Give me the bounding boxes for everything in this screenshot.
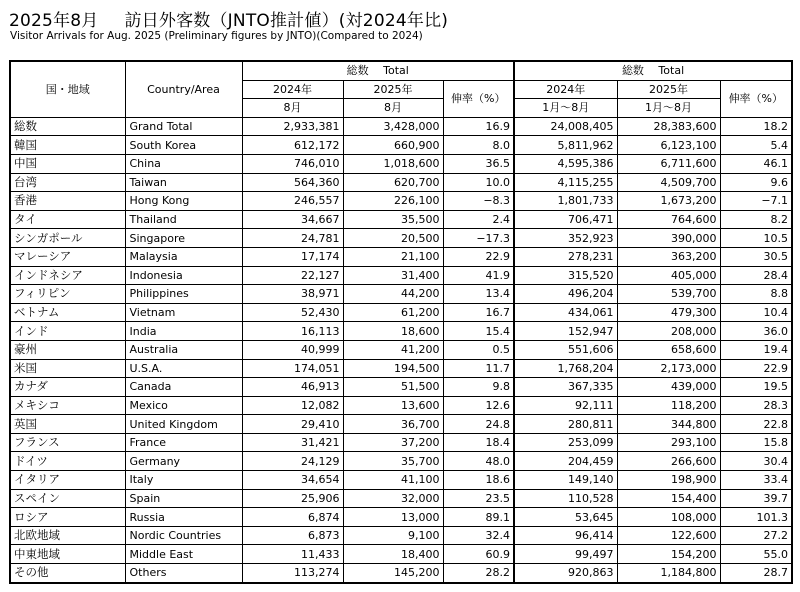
table-row xyxy=(10,396,792,415)
region-en-cell: Taiwan xyxy=(125,173,242,192)
cum-growth-cell: 30.5 xyxy=(720,247,792,266)
table-row xyxy=(10,173,792,192)
cum-2024-cell: 706,471 xyxy=(514,210,617,229)
cum-2025-cell: 479,300 xyxy=(617,303,720,322)
cum-2024-cell: 110,528 xyxy=(514,489,617,508)
cum-growth-cell: 15.8 xyxy=(720,433,792,452)
region-jp-cell: ベトナム xyxy=(10,303,125,322)
region-en-cell: United Kingdom xyxy=(125,415,242,434)
aug-2025-cell: 13,600 xyxy=(343,396,443,415)
table-row xyxy=(10,378,792,397)
aug-2024-cell: 174,051 xyxy=(242,359,343,378)
aug-growth-cell: 11.7 xyxy=(443,359,514,378)
cum-2024-cell: 496,204 xyxy=(514,285,617,304)
aug-2025-cell: 226,100 xyxy=(343,192,443,211)
table-row xyxy=(10,154,792,173)
cum-2024-cell: 24,008,405 xyxy=(514,117,617,136)
region-jp-cell: 豪州 xyxy=(10,340,125,359)
aug-2024-cell: 52,430 xyxy=(242,303,343,322)
title-description: 訪日外客数（JNTO推計値）(対2024年比) xyxy=(124,11,449,31)
aug-growth-cell: 0.5 xyxy=(443,340,514,359)
cum-growth-cell: 36.0 xyxy=(720,322,792,341)
aug-2024-cell: 746,010 xyxy=(242,154,343,173)
title-month: 2025年8月 xyxy=(9,11,99,31)
table-row xyxy=(10,526,792,545)
region-en-cell: France xyxy=(125,433,242,452)
aug-growth-cell: 48.0 xyxy=(443,452,514,471)
aug-2025-cell: 1,018,600 xyxy=(343,154,443,173)
aug-2025-cell: 41,100 xyxy=(343,471,443,490)
cum-2024-cell: 920,863 xyxy=(514,564,617,583)
cum-2024-cell: 278,231 xyxy=(514,247,617,266)
region-en-cell: Philippines xyxy=(125,285,242,304)
region-jp-cell: ロシア xyxy=(10,508,125,527)
aug-2024-cell: 46,913 xyxy=(242,378,343,397)
cum-2025-cell: 208,000 xyxy=(617,322,720,341)
region-jp-cell: フランス xyxy=(10,433,125,452)
aug-2025-cell: 20,500 xyxy=(343,229,443,248)
region-en-cell: Spain xyxy=(125,489,242,508)
region-jp-cell: 香港 xyxy=(10,192,125,211)
cum-2024-cell: 204,459 xyxy=(514,452,617,471)
table-row xyxy=(10,340,792,359)
cum-growth-cell: 19.5 xyxy=(720,378,792,397)
cum-2025-cell: 539,700 xyxy=(617,285,720,304)
cum-2025-cell: 363,200 xyxy=(617,247,720,266)
aug-growth-cell: 60.9 xyxy=(443,545,514,564)
aug-2025-cell: 61,200 xyxy=(343,303,443,322)
aug-growth-cell: 9.8 xyxy=(443,378,514,397)
aug-growth-cell: 22.9 xyxy=(443,247,514,266)
cum-2024-cell: 280,811 xyxy=(514,415,617,434)
cum-2025-cell: 344,800 xyxy=(617,415,720,434)
aug-2024-cell: 38,971 xyxy=(242,285,343,304)
cum-growth-cell: 28.3 xyxy=(720,396,792,415)
region-jp-cell: ドイツ xyxy=(10,452,125,471)
table-row xyxy=(10,303,792,322)
cum-growth-cell: 33.4 xyxy=(720,471,792,490)
region-en-cell: Italy xyxy=(125,471,242,490)
region-jp-cell: インド xyxy=(10,322,125,341)
region-en-cell: Middle East xyxy=(125,545,242,564)
cum-2024-cell: 551,606 xyxy=(514,340,617,359)
cum-2024-cell: 253,099 xyxy=(514,433,617,452)
region-en-cell: Thailand xyxy=(125,210,242,229)
cum-2025-cell: 198,900 xyxy=(617,471,720,490)
cum-growth-cell: −7.1 xyxy=(720,192,792,211)
cum-2024-cell: 352,923 xyxy=(514,229,617,248)
region-jp-cell: スペイン xyxy=(10,489,125,508)
aug-growth-cell: 36.5 xyxy=(443,154,514,173)
region-jp-cell: フィリピン xyxy=(10,285,125,304)
region-en-cell: Mexico xyxy=(125,396,242,415)
region-jp-cell: イタリア xyxy=(10,471,125,490)
region-jp-cell: マレーシア xyxy=(10,247,125,266)
header-2024-month-period: 8月 xyxy=(242,99,343,118)
aug-2025-cell: 13,000 xyxy=(343,508,443,527)
cum-2025-cell: 266,600 xyxy=(617,452,720,471)
region-jp-cell: 台湾 xyxy=(10,173,125,192)
aug-2024-cell: 22,127 xyxy=(242,266,343,285)
cum-growth-cell: 5.4 xyxy=(720,136,792,155)
table-row xyxy=(10,247,792,266)
aug-2024-cell: 113,274 xyxy=(242,564,343,583)
region-jp-cell: その他 xyxy=(10,564,125,583)
header-2025-cum-period: 1月～8月 xyxy=(617,99,720,118)
aug-2024-cell: 246,557 xyxy=(242,192,343,211)
cum-growth-cell: 22.8 xyxy=(720,415,792,434)
header-growth-cumulative: 伸率（%） xyxy=(720,80,792,117)
cum-growth-cell: 39.7 xyxy=(720,489,792,508)
cum-growth-cell: 28.4 xyxy=(720,266,792,285)
table-row xyxy=(10,415,792,434)
cum-growth-cell: 8.8 xyxy=(720,285,792,304)
table-row xyxy=(10,192,792,211)
cum-2025-cell: 154,400 xyxy=(617,489,720,508)
region-en-cell: Indonesia xyxy=(125,266,242,285)
region-jp-cell: 中東地域 xyxy=(10,545,125,564)
cum-2025-cell: 1,184,800 xyxy=(617,564,720,583)
cum-2025-cell: 764,600 xyxy=(617,210,720,229)
header-region-en: Country/Area xyxy=(125,61,242,117)
region-en-cell: Malaysia xyxy=(125,247,242,266)
aug-growth-cell: 16.7 xyxy=(443,303,514,322)
aug-2024-cell: 16,113 xyxy=(242,322,343,341)
cum-2024-cell: 99,497 xyxy=(514,545,617,564)
header-growth-month: 伸率（%） xyxy=(443,80,514,117)
table-row xyxy=(10,564,792,583)
cum-2024-cell: 4,595,386 xyxy=(514,154,617,173)
aug-growth-cell: 24.8 xyxy=(443,415,514,434)
aug-2025-cell: 37,200 xyxy=(343,433,443,452)
table-row xyxy=(10,229,792,248)
region-jp-cell: 英国 xyxy=(10,415,125,434)
aug-growth-cell: 12.6 xyxy=(443,396,514,415)
aug-2024-cell: 40,999 xyxy=(242,340,343,359)
aug-growth-cell: 2.4 xyxy=(443,210,514,229)
cum-2024-cell: 5,811,962 xyxy=(514,136,617,155)
aug-2024-cell: 12,082 xyxy=(242,396,343,415)
aug-2025-cell: 18,400 xyxy=(343,545,443,564)
header-total-month: 総数 Total xyxy=(242,61,514,80)
cum-2025-cell: 4,509,700 xyxy=(617,173,720,192)
aug-growth-cell: 32.4 xyxy=(443,526,514,545)
cum-2025-cell: 405,000 xyxy=(617,266,720,285)
region-en-cell: Australia xyxy=(125,340,242,359)
table-row xyxy=(10,117,792,136)
aug-growth-cell: 10.0 xyxy=(443,173,514,192)
cum-growth-cell: 46.1 xyxy=(720,154,792,173)
aug-2025-cell: 18,600 xyxy=(343,322,443,341)
region-en-cell: Singapore xyxy=(125,229,242,248)
header-2024-month-year: 2024年 xyxy=(242,80,343,99)
cum-growth-cell: 22.9 xyxy=(720,359,792,378)
aug-2025-cell: 660,900 xyxy=(343,136,443,155)
aug-2024-cell: 24,781 xyxy=(242,229,343,248)
aug-2024-cell: 17,174 xyxy=(242,247,343,266)
aug-growth-cell: 23.5 xyxy=(443,489,514,508)
aug-2024-cell: 6,873 xyxy=(242,526,343,545)
aug-2025-cell: 21,100 xyxy=(343,247,443,266)
header-2025-month-period: 8月 xyxy=(343,99,443,118)
region-jp-cell: メキシコ xyxy=(10,396,125,415)
table-row xyxy=(10,285,792,304)
aug-growth-cell: 15.4 xyxy=(443,322,514,341)
region-jp-cell: カナダ xyxy=(10,378,125,397)
cum-growth-cell: 8.2 xyxy=(720,210,792,229)
table-row xyxy=(10,136,792,155)
aug-2025-cell: 194,500 xyxy=(343,359,443,378)
aug-growth-cell: 18.6 xyxy=(443,471,514,490)
cum-2024-cell: 1,768,204 xyxy=(514,359,617,378)
aug-2024-cell: 2,933,381 xyxy=(242,117,343,136)
aug-2024-cell: 34,654 xyxy=(242,471,343,490)
aug-2024-cell: 11,433 xyxy=(242,545,343,564)
cum-2025-cell: 658,600 xyxy=(617,340,720,359)
cum-2024-cell: 315,520 xyxy=(514,266,617,285)
header-2025-month-year: 2025年 xyxy=(343,80,443,99)
cum-2024-cell: 92,111 xyxy=(514,396,617,415)
cum-growth-cell: 101.3 xyxy=(720,508,792,527)
visitor-arrivals-table xyxy=(9,60,793,584)
region-en-cell: U.S.A. xyxy=(125,359,242,378)
region-en-cell: South Korea xyxy=(125,136,242,155)
aug-2025-cell: 32,000 xyxy=(343,489,443,508)
table-row xyxy=(10,489,792,508)
table-row xyxy=(10,266,792,285)
cum-2025-cell: 2,173,000 xyxy=(617,359,720,378)
cum-2025-cell: 6,711,600 xyxy=(617,154,720,173)
page-title xyxy=(9,6,448,31)
cum-2025-cell: 122,600 xyxy=(617,526,720,545)
region-en-cell: Russia xyxy=(125,508,242,527)
cum-growth-cell: 18.2 xyxy=(720,117,792,136)
cum-2025-cell: 154,200 xyxy=(617,545,720,564)
region-jp-cell: 総数 xyxy=(10,117,125,136)
cum-2025-cell: 1,673,200 xyxy=(617,192,720,211)
header-2025-cum-year: 2025年 xyxy=(617,80,720,99)
header-2024-cum-period: 1月～8月 xyxy=(514,99,617,118)
table-row xyxy=(10,545,792,564)
cum-2024-cell: 149,140 xyxy=(514,471,617,490)
aug-growth-cell: −8.3 xyxy=(443,192,514,211)
page-subtitle: Visitor Arrivals for Aug. 2025 (Preliminary figures by JNTO)(Compared to 2024) xyxy=(10,30,423,42)
aug-2024-cell: 29,410 xyxy=(242,415,343,434)
region-jp-cell: 北欧地域 xyxy=(10,526,125,545)
table-row xyxy=(10,433,792,452)
region-en-cell: Nordic Countries xyxy=(125,526,242,545)
aug-2024-cell: 31,421 xyxy=(242,433,343,452)
aug-growth-cell: 8.0 xyxy=(443,136,514,155)
header-2024-cum-year: 2024年 xyxy=(514,80,617,99)
table-row xyxy=(10,359,792,378)
aug-2024-cell: 24,129 xyxy=(242,452,343,471)
aug-2024-cell: 34,667 xyxy=(242,210,343,229)
header-region-jp: 国・地域 xyxy=(10,61,125,117)
cum-2024-cell: 4,115,255 xyxy=(514,173,617,192)
table-row xyxy=(10,471,792,490)
aug-2025-cell: 3,428,000 xyxy=(343,117,443,136)
region-jp-cell: 中国 xyxy=(10,154,125,173)
region-en-cell: China xyxy=(125,154,242,173)
aug-growth-cell: 28.2 xyxy=(443,564,514,583)
aug-2025-cell: 9,100 xyxy=(343,526,443,545)
aug-growth-cell: 13.4 xyxy=(443,285,514,304)
table-row xyxy=(10,508,792,527)
aug-2025-cell: 145,200 xyxy=(343,564,443,583)
aug-2025-cell: 620,700 xyxy=(343,173,443,192)
cum-growth-cell: 19.4 xyxy=(720,340,792,359)
aug-growth-cell: 18.4 xyxy=(443,433,514,452)
aug-growth-cell: 16.9 xyxy=(443,117,514,136)
aug-2024-cell: 6,874 xyxy=(242,508,343,527)
region-jp-cell: インドネシア xyxy=(10,266,125,285)
cum-2025-cell: 108,000 xyxy=(617,508,720,527)
cum-2025-cell: 28,383,600 xyxy=(617,117,720,136)
region-en-cell: Grand Total xyxy=(125,117,242,136)
region-jp-cell: 韓国 xyxy=(10,136,125,155)
cum-2025-cell: 390,000 xyxy=(617,229,720,248)
aug-2025-cell: 35,500 xyxy=(343,210,443,229)
table-row xyxy=(10,322,792,341)
cum-growth-cell: 55.0 xyxy=(720,545,792,564)
cum-2025-cell: 439,000 xyxy=(617,378,720,397)
region-en-cell: Germany xyxy=(125,452,242,471)
aug-2025-cell: 41,200 xyxy=(343,340,443,359)
aug-2025-cell: 51,500 xyxy=(343,378,443,397)
aug-2025-cell: 36,700 xyxy=(343,415,443,434)
cum-2024-cell: 367,335 xyxy=(514,378,617,397)
region-en-cell: Others xyxy=(125,564,242,583)
aug-2025-cell: 31,400 xyxy=(343,266,443,285)
region-jp-cell: タイ xyxy=(10,210,125,229)
region-en-cell: India xyxy=(125,322,242,341)
cum-2024-cell: 152,947 xyxy=(514,322,617,341)
cum-growth-cell: 10.5 xyxy=(720,229,792,248)
cum-2025-cell: 6,123,100 xyxy=(617,136,720,155)
aug-growth-cell: −17.3 xyxy=(443,229,514,248)
cum-growth-cell: 30.4 xyxy=(720,452,792,471)
cum-2024-cell: 53,645 xyxy=(514,508,617,527)
cum-2025-cell: 293,100 xyxy=(617,433,720,452)
cum-growth-cell: 10.4 xyxy=(720,303,792,322)
header-total-cumulative: 総数 Total xyxy=(514,61,792,80)
aug-2024-cell: 25,906 xyxy=(242,489,343,508)
aug-2025-cell: 35,700 xyxy=(343,452,443,471)
cum-growth-cell: 28.7 xyxy=(720,564,792,583)
table-row xyxy=(10,452,792,471)
cum-2025-cell: 118,200 xyxy=(617,396,720,415)
region-en-cell: Hong Kong xyxy=(125,192,242,211)
table-row xyxy=(10,210,792,229)
aug-growth-cell: 89.1 xyxy=(443,508,514,527)
aug-2024-cell: 612,172 xyxy=(242,136,343,155)
aug-2025-cell: 44,200 xyxy=(343,285,443,304)
cum-2024-cell: 1,801,733 xyxy=(514,192,617,211)
cum-2024-cell: 96,414 xyxy=(514,526,617,545)
region-jp-cell: シンガポール xyxy=(10,229,125,248)
region-en-cell: Canada xyxy=(125,378,242,397)
cum-2024-cell: 434,061 xyxy=(514,303,617,322)
aug-2024-cell: 564,360 xyxy=(242,173,343,192)
cum-growth-cell: 9.6 xyxy=(720,173,792,192)
region-en-cell: Vietnam xyxy=(125,303,242,322)
cum-growth-cell: 27.2 xyxy=(720,526,792,545)
region-jp-cell: 米国 xyxy=(10,359,125,378)
aug-growth-cell: 41.9 xyxy=(443,266,514,285)
